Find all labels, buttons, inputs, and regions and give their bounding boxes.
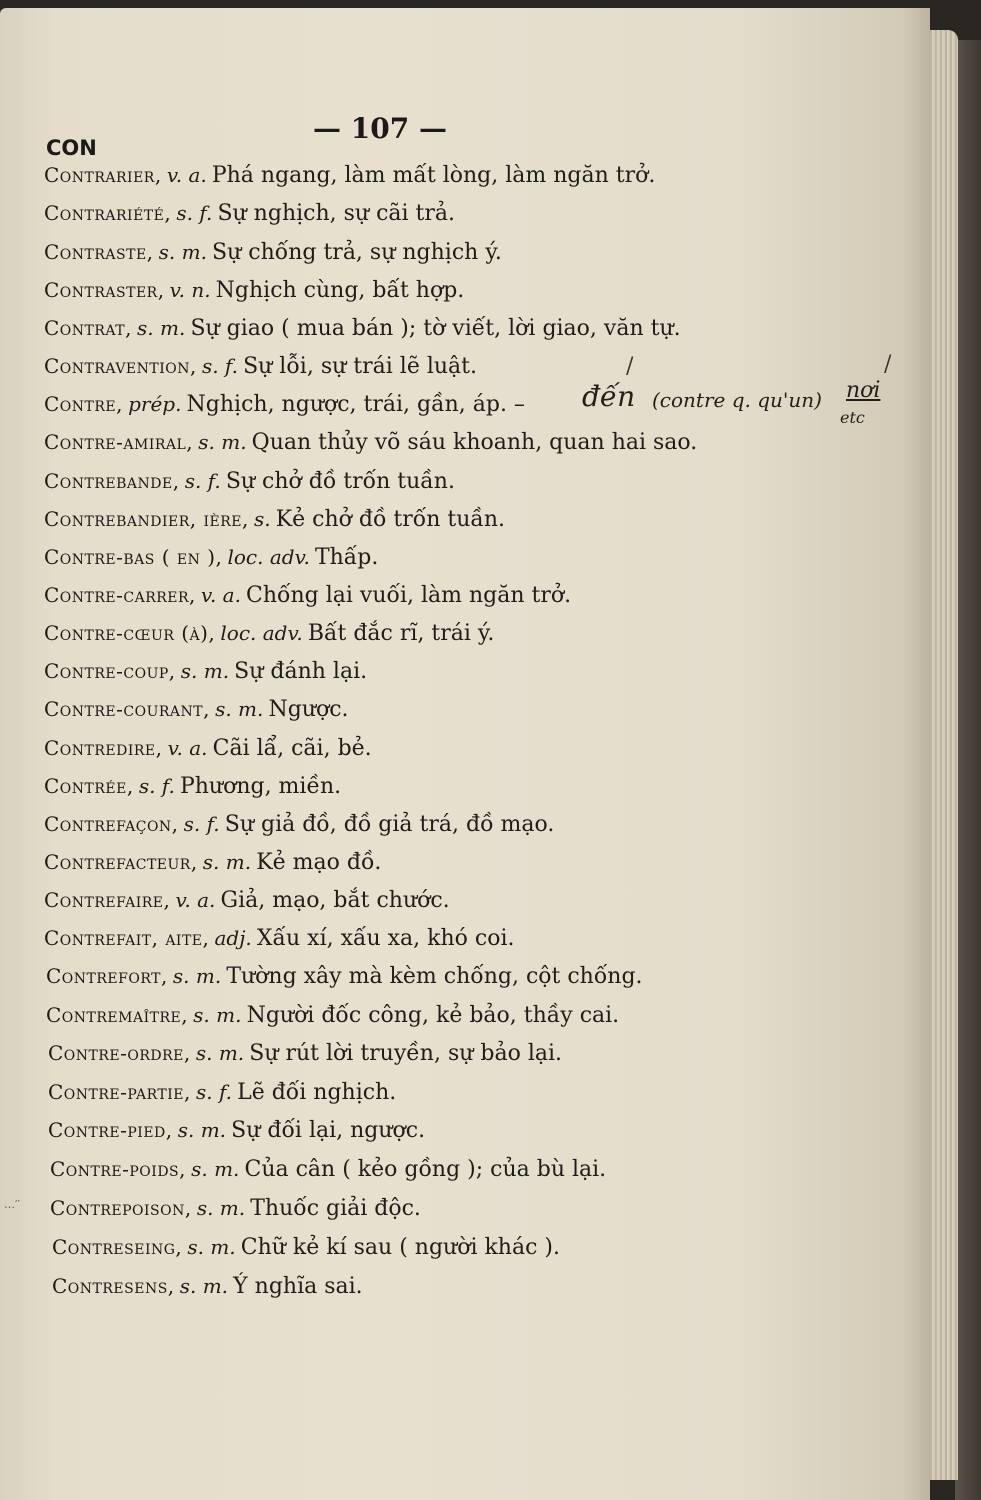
part-of-speech: s. f. — [201, 354, 238, 378]
entry — [44, 430, 697, 455]
entry — [50, 1196, 421, 1221]
translation: Phương, miền. — [179, 774, 342, 799]
headword: Contrefait, aite, — [44, 926, 210, 950]
entry — [44, 850, 381, 875]
part-of-speech: s. m. — [172, 964, 222, 988]
headword: Contredire, — [44, 736, 163, 760]
translation: Xấu xí, xấu xa, khó coi. — [256, 926, 515, 951]
entry — [44, 888, 450, 913]
part-of-speech: s. f. — [195, 1080, 232, 1104]
part-of-speech: s. m. — [187, 1235, 236, 1259]
entry — [44, 316, 681, 341]
headword: Contre-amiral, — [44, 430, 194, 454]
headword: Contre-coup, — [44, 659, 176, 683]
part-of-speech: s. m. — [193, 1003, 242, 1027]
handwritten-note-parenthetical: (contre q. qu'un) — [652, 388, 822, 412]
headword: Contre, — [44, 392, 123, 416]
entry — [44, 545, 378, 570]
entry — [44, 583, 571, 608]
margin-scribble-icon: …′′ — [4, 1198, 20, 1211]
translation: Sự đối lại, ngược. — [231, 1118, 426, 1143]
entry — [48, 1041, 562, 1066]
part-of-speech: v. a. — [166, 163, 207, 187]
headword: Contrat, — [44, 316, 132, 340]
headword: Contrefort, — [46, 964, 168, 988]
part-of-speech: s. m. — [202, 850, 252, 874]
part-of-speech: v. n. — [169, 278, 211, 302]
translation: Chống lại vuối, làm ngăn trở. — [246, 583, 572, 608]
headword: Contre-ordre, — [48, 1041, 191, 1065]
headword: Contrarier, — [44, 163, 162, 187]
part-of-speech: s. m. — [196, 1196, 246, 1220]
translation: Ý nghĩa sai. — [233, 1274, 363, 1299]
headword: Contrebande, — [44, 469, 180, 493]
handwritten-note-right: nơi — [846, 378, 881, 403]
translation: Sự chở đồ trốn tuần. — [225, 469, 455, 494]
headword: Contre-cœur (à), — [44, 621, 216, 645]
entry — [44, 621, 494, 646]
headword: Contrariété, — [44, 201, 172, 225]
guide-word: CON — [46, 136, 97, 160]
translation: Sự lỗi, sự trái lẽ luật. — [243, 354, 477, 379]
headword: Contre-poids, — [50, 1157, 186, 1181]
handwritten-note-below: etc — [840, 408, 865, 427]
part-of-speech: s. m. — [137, 316, 186, 340]
translation: Người đốc công, kẻ bảo, thầy cai. — [246, 1003, 620, 1028]
entry — [44, 392, 525, 417]
entry — [44, 659, 367, 684]
part-of-speech: s. m. — [179, 1274, 229, 1298]
page-number: — 107 — — [313, 112, 447, 145]
headword: Contre-pied, — [48, 1118, 173, 1142]
entry — [52, 1274, 363, 1299]
translation: Của cân ( kẻo gồng ); của bù lại. — [244, 1157, 607, 1182]
part-of-speech: loc. adv. — [227, 545, 310, 569]
translation: Quan thủy võ sáu khoanh, quan hai sao. — [251, 430, 698, 455]
translation: Nghịch cùng, bất hợp. — [215, 278, 465, 303]
entry — [46, 964, 643, 989]
entry — [44, 774, 341, 799]
translation: Tường xây mà kèm chống, cột chống. — [226, 964, 643, 989]
part-of-speech: s. f. — [176, 201, 213, 225]
translation: Nghịch, ngược, trái, gần, áp. – — [186, 392, 525, 417]
part-of-speech: s. f. — [138, 774, 175, 798]
entry — [52, 1235, 560, 1260]
entry — [44, 469, 455, 494]
headword: Contrefacteur, — [44, 850, 198, 874]
headword: Contre-partie, — [48, 1080, 191, 1104]
headword: Contrebandier, ière, — [44, 507, 249, 531]
entry — [50, 1157, 606, 1182]
book-edge-shadow — [955, 40, 981, 1500]
headword: Contrefaçon, — [44, 812, 179, 836]
translation: Thấp. — [314, 545, 379, 570]
headword: Contrepoison, — [50, 1196, 192, 1220]
part-of-speech: s. m. — [158, 240, 207, 264]
part-of-speech: s. m. — [191, 1157, 240, 1181]
translation: Bất đắc rĩ, trái ý. — [307, 621, 495, 646]
part-of-speech: s. m. — [198, 430, 247, 454]
headword: Contrée, — [44, 774, 134, 798]
part-of-speech: v. a. — [167, 736, 208, 760]
translation: Sự đánh lại. — [234, 659, 368, 684]
entry — [44, 240, 502, 265]
headword: Contre-carrer, — [44, 583, 196, 607]
translation: Sự giao ( mua bán ); tờ viết, lời giao, văn tự. — [190, 316, 681, 341]
entry — [44, 354, 477, 379]
entry — [44, 278, 464, 303]
headword: Contremaître, — [46, 1003, 189, 1027]
headword: Contraster, — [44, 278, 165, 302]
translation: Sự chống trả, sự nghịch ý. — [212, 240, 502, 265]
translation: Lẽ đối nghịch. — [237, 1080, 397, 1105]
translation: Sự nghịch, sự cãi trả. — [217, 201, 456, 226]
entry — [48, 1080, 396, 1105]
entry — [48, 1118, 425, 1143]
pencil-tick-mark: / — [884, 352, 892, 377]
translation: Chữ kẻ kí sau ( người khác ). — [240, 1235, 560, 1260]
translation: Ngược. — [268, 697, 349, 722]
headword: Contraste, — [44, 240, 154, 264]
part-of-speech: s. f. — [184, 469, 221, 493]
entry — [46, 1003, 619, 1028]
translation: Cãi lẩ, cãi, bẻ. — [212, 736, 372, 761]
handwritten-note-word: đến — [582, 380, 636, 413]
entry — [44, 163, 655, 188]
headword: Contre-bas ( en ), — [44, 545, 223, 569]
headword: Contresens, — [52, 1274, 175, 1298]
translation: Giả, mạo, bắt chước. — [220, 888, 450, 913]
part-of-speech: s. m. — [177, 1118, 227, 1142]
translation: Kẻ mạo đồ. — [256, 850, 382, 875]
part-of-speech: s. m. — [180, 659, 230, 683]
entry — [44, 201, 455, 226]
entry — [44, 697, 349, 722]
headword: Contravention, — [44, 354, 197, 378]
part-of-speech: s. m. — [195, 1041, 245, 1065]
translation: Sự giả đồ, đồ giả trá, đồ mạo. — [224, 812, 555, 837]
part-of-speech: v. a. — [201, 583, 241, 607]
part-of-speech: loc. adv. — [220, 621, 303, 645]
headword: Contrefaire, — [44, 888, 171, 912]
part-of-speech: prép. — [128, 392, 182, 416]
translation: Thuốc giải độc. — [250, 1196, 421, 1221]
part-of-speech: adj. — [214, 926, 252, 950]
entry — [44, 507, 505, 532]
entry — [44, 812, 554, 837]
pencil-tick-mark: / — [626, 354, 634, 379]
entry — [44, 736, 372, 761]
part-of-speech: v. a. — [175, 888, 216, 912]
translation: Kẻ chở đồ trốn tuần. — [275, 507, 506, 532]
translation: Sự rút lời truyền, sự bảo lại. — [249, 1041, 563, 1066]
headword: Contre-courant, — [44, 697, 210, 721]
part-of-speech: s. — [253, 507, 271, 531]
part-of-speech: s. m. — [215, 697, 264, 721]
headword: Contreseing, — [52, 1235, 183, 1259]
translation: Phá ngang, làm mất lòng, làm ngăn trở. — [211, 163, 656, 188]
part-of-speech: s. f. — [183, 812, 220, 836]
entry — [44, 926, 515, 951]
